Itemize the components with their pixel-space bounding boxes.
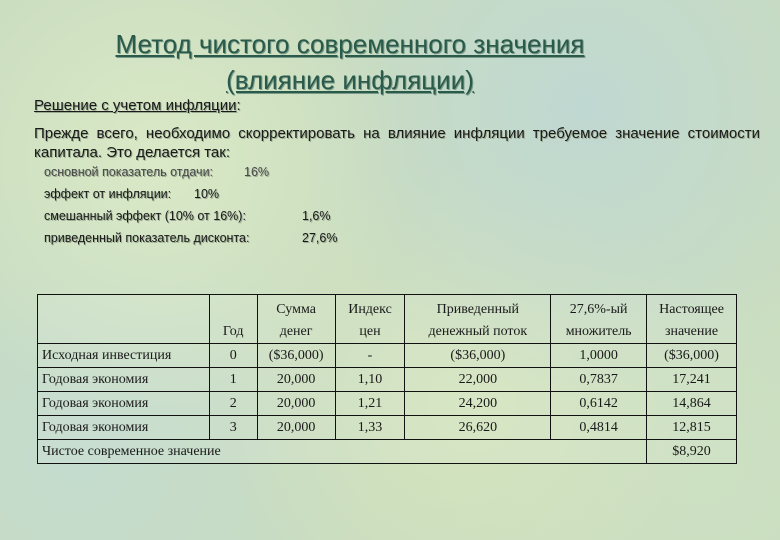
slide-title	[40, 26, 660, 98]
table-cell: 0,4814	[551, 416, 647, 440]
slide-title-line2: (влияние инфляции)	[226, 65, 474, 95]
slide-title-line1: Метод чистого современного значения	[115, 29, 585, 59]
table-cell: 3	[209, 416, 257, 440]
bullet-item	[44, 229, 337, 251]
table-cell: ($36,000)	[257, 344, 335, 368]
bullet-value: 10%	[194, 187, 220, 201]
table-cell: Годовая экономия	[38, 368, 210, 392]
table-cell: -	[335, 344, 405, 368]
table-cell: 17,241	[647, 368, 737, 392]
col-header-present-value: Настоящее значение	[647, 295, 737, 344]
table-cell: Годовая экономия	[38, 392, 210, 416]
total-value: $8,920	[647, 440, 737, 464]
table-cell: 1,0000	[551, 344, 647, 368]
bullet-value: 27,6%	[302, 231, 338, 245]
bullet-value: 1,6%	[302, 209, 331, 223]
bullet-item	[44, 163, 337, 185]
bullet-label: приведенный показатель дисконта:	[44, 231, 250, 245]
table-cell: ($36,000)	[405, 344, 551, 368]
table-cell: 0	[209, 344, 257, 368]
col-header-amount: Сумма денег	[257, 295, 335, 344]
table-cell: 1,21	[335, 392, 405, 416]
section-heading	[34, 97, 241, 114]
table-row	[38, 344, 737, 368]
table-cell: 14,864	[647, 392, 737, 416]
bullet-list	[44, 163, 337, 251]
table-cell: 0,6142	[551, 392, 647, 416]
bullet-label: смешанный эффект (10% от 16%):	[44, 209, 246, 223]
bullet-value: 16%	[244, 165, 270, 179]
table-cell: 0,7837	[551, 368, 647, 392]
table-cell: Годовая экономия	[38, 416, 210, 440]
table-cell: 20,000	[257, 392, 335, 416]
col-header-multiplier: 27,6%-ый множитель	[551, 295, 647, 344]
intro-paragraph: Прежде всего, необходимо скорректировать на влияние инфляции требуемое значение стоимости капитала. Это делается так:	[34, 125, 760, 161]
table-cell: 20,000	[257, 416, 335, 440]
table-cell: ($36,000)	[647, 344, 737, 368]
table-cell: 12,815	[647, 416, 737, 440]
table-cell: 1	[209, 368, 257, 392]
table-cell: 1,10	[335, 368, 405, 392]
bullet-label: основной показатель отдачи:	[44, 165, 214, 179]
table-cell: 24,200	[405, 392, 551, 416]
table-total-row	[38, 440, 737, 464]
table-cell: 26,620	[405, 416, 551, 440]
npv-table	[37, 294, 737, 464]
bullet-item	[44, 185, 337, 207]
table-row	[38, 368, 737, 392]
section-heading-colon: :	[236, 97, 241, 114]
table-cell: 1,33	[335, 416, 405, 440]
table-cell: 22,000	[405, 368, 551, 392]
section-heading-text: Решение с учетом инфляции	[34, 97, 237, 114]
bullet-item	[44, 207, 337, 229]
col-header-adjusted-cashflow: Приведенный денежный поток	[405, 295, 551, 344]
table-cell: Исходная инвестиция	[38, 344, 210, 368]
total-label: Чистое современное значение	[38, 440, 647, 464]
col-header-item	[38, 295, 210, 344]
col-header-year: Год	[209, 295, 257, 344]
bullet-label: эффект от инфляции:	[44, 187, 172, 201]
table-row	[38, 416, 737, 440]
table-cell: 20,000	[257, 368, 335, 392]
table-row	[38, 392, 737, 416]
table-cell: 2	[209, 392, 257, 416]
col-header-price-index: Индекс цен	[335, 295, 405, 344]
table-header-row	[38, 295, 737, 344]
